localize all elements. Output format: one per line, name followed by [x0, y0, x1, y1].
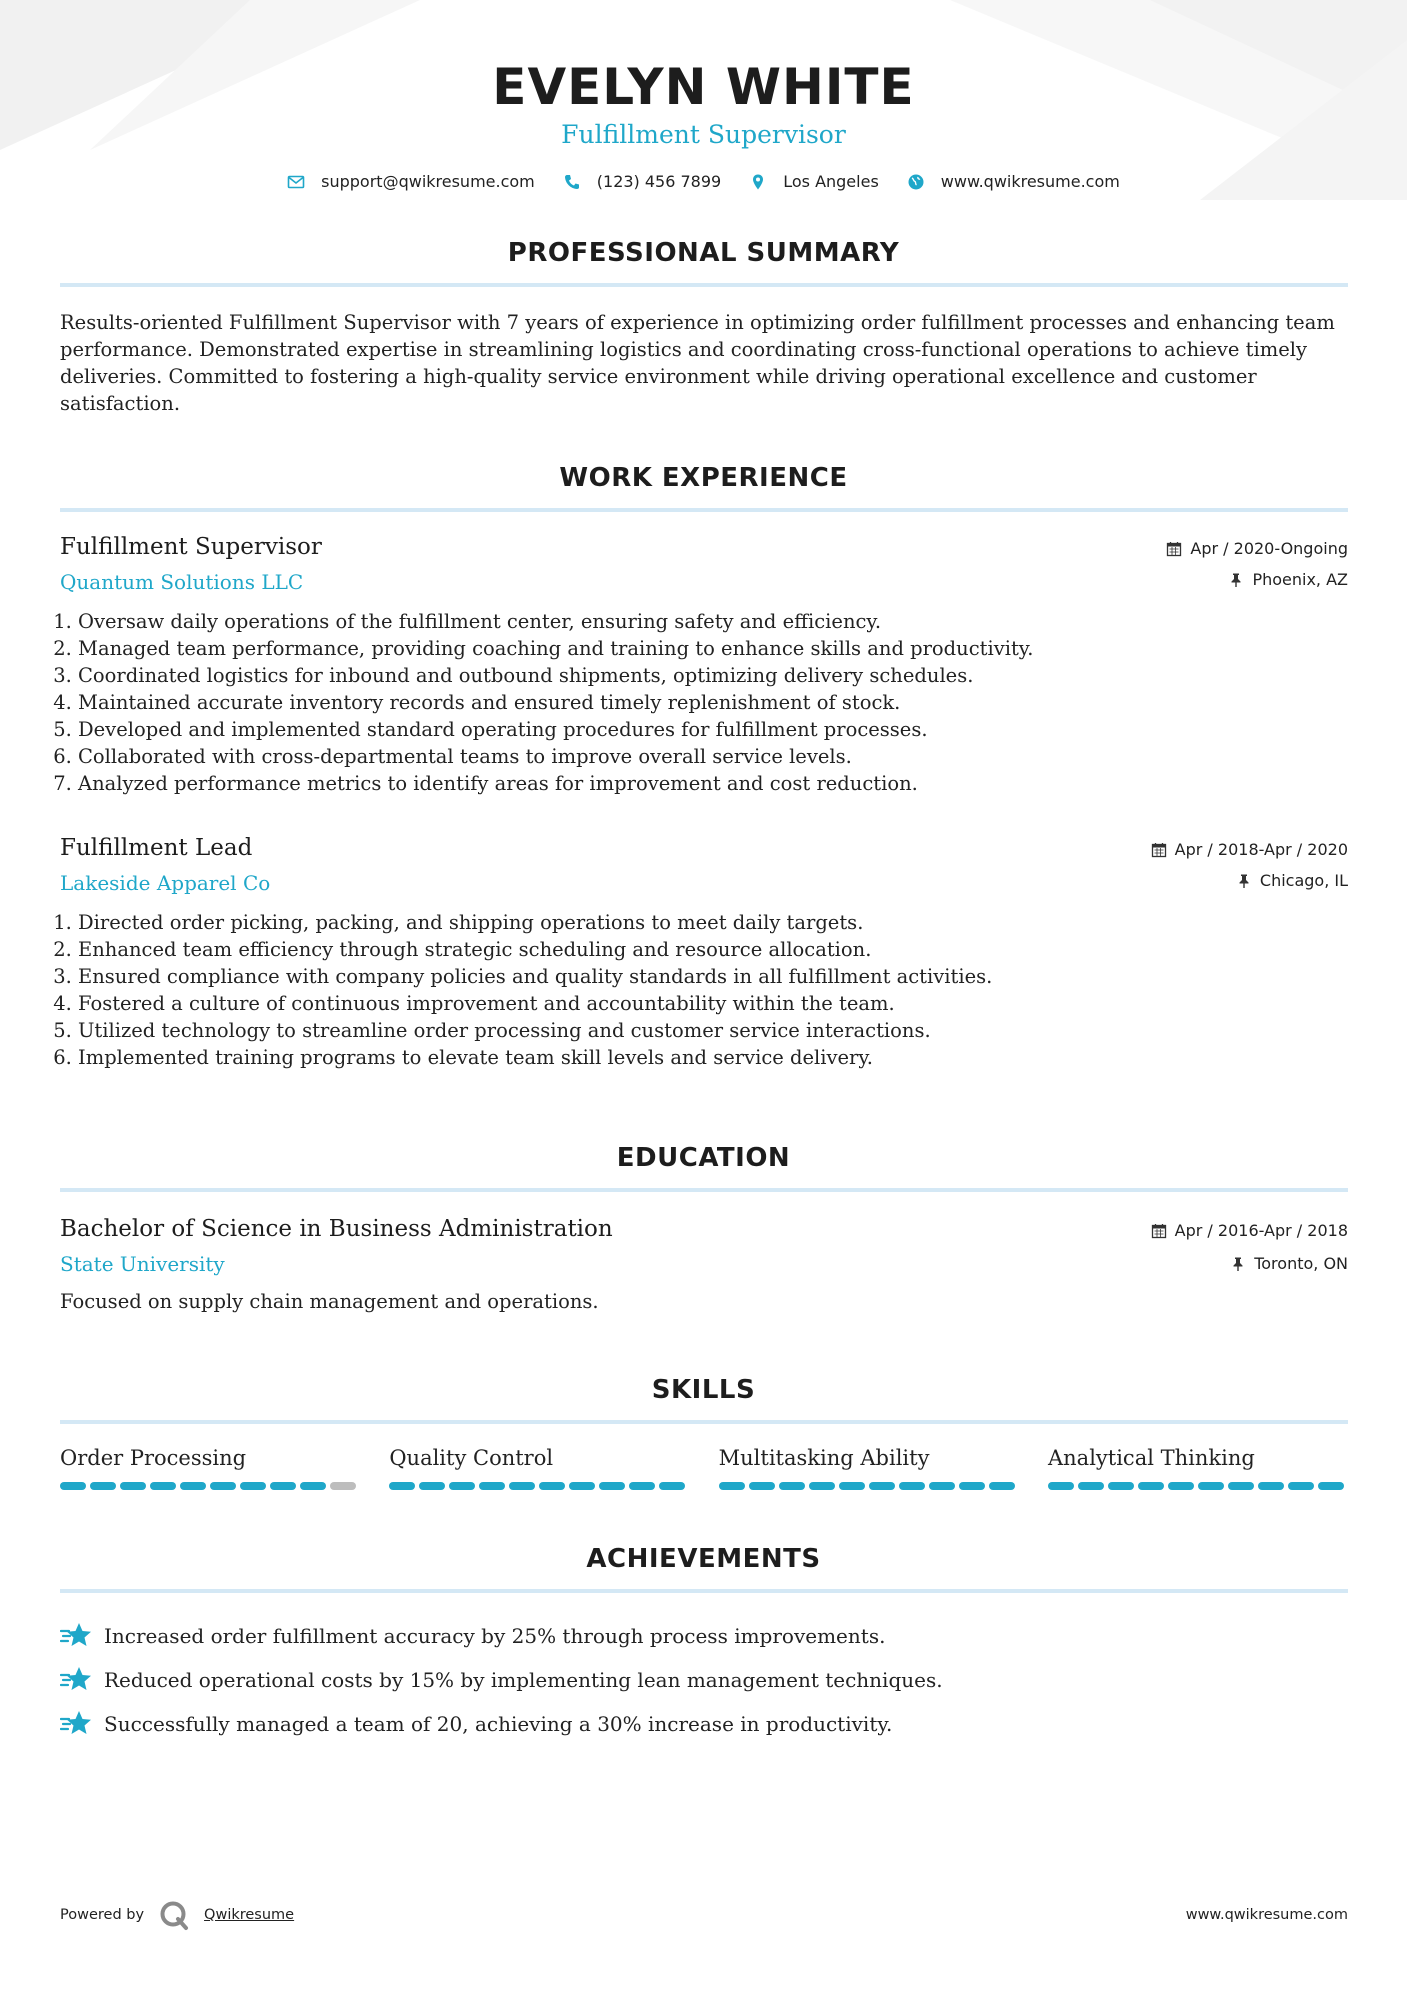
- list-item: 4. Fostered a culture of continuous improvement and accountability within the team.: [78, 990, 1348, 1017]
- job-location: [1236, 871, 1348, 890]
- powered-by-label: Powered by: [60, 1907, 145, 1923]
- skill-segment-filled: [1258, 1482, 1284, 1490]
- skill-segment-filled: [959, 1482, 985, 1490]
- skill-level-bar: [719, 1482, 1019, 1490]
- envelope-icon: [287, 173, 305, 191]
- contact-email-text: support@qwikresume.com: [321, 172, 535, 191]
- pushpin-icon: [1230, 1256, 1246, 1272]
- skill-segment-filled: [929, 1482, 955, 1490]
- skill-segment-filled: [539, 1482, 565, 1490]
- section-divider: [60, 508, 1348, 512]
- list-item: 6. Implemented training programs to elevate team skill levels and service delivery.: [78, 1044, 1348, 1071]
- skill-segment-filled: [120, 1482, 146, 1490]
- skill-name: Quality Control: [389, 1446, 554, 1470]
- list-item: 1. Directed order picking, packing, and shipping operations to meet daily targets.: [78, 909, 1348, 936]
- list-item: 2. Managed team performance, providing coaching and training to enhance skills and productivity.: [78, 635, 1348, 662]
- education-school: State University: [60, 1252, 225, 1276]
- job-location-text: Phoenix, AZ: [1252, 570, 1348, 589]
- professional-summary-text: Results-oriented Fulfillment Supervisor with 7 years of experience in optimizing order fulfillment processes and enhancing team performance. Demonstrated expertise in streamlining logistics and coordinating cross-functional operations to achieve timely deliveries. Committed to fostering a high-quality service environment while driving operational excellence and customer satisfaction.: [60, 311, 1335, 415]
- education-date-text: Apr / 2016-Apr / 2018: [1174, 1221, 1348, 1240]
- list-item: 4. Maintained accurate inventory records and ensured timely replenishment of stock.: [78, 689, 1348, 716]
- education-date: [1151, 1221, 1348, 1240]
- skill-segment-filled: [599, 1482, 625, 1490]
- job-entry: [60, 534, 1348, 797]
- skill-segment-filled: [150, 1482, 176, 1490]
- skill-segment-filled: [809, 1482, 835, 1490]
- job-header: [60, 835, 1348, 897]
- skill-segment-filled: [1318, 1482, 1344, 1490]
- skill-segment-filled: [240, 1482, 266, 1490]
- skill-segment-filled: [779, 1482, 805, 1490]
- job-role: Fulfillment Lead: [60, 835, 253, 861]
- skill-segment-filled: [90, 1482, 116, 1490]
- skill-name: Order Processing: [60, 1446, 247, 1470]
- section-divider: [60, 283, 1348, 287]
- list-item: 5. Utilized technology to streamline order processing and customer service interactions.: [78, 1017, 1348, 1044]
- skill-segment-filled: [479, 1482, 505, 1490]
- job-date-text: Apr / 2020-Ongoing: [1190, 539, 1348, 558]
- skill-level-bar: [389, 1482, 689, 1490]
- skill-segment-empty: [330, 1482, 356, 1490]
- skill-segment-filled: [300, 1482, 326, 1490]
- achievement-item: [60, 1614, 1348, 1658]
- skill-segment-filled: [419, 1482, 445, 1490]
- skill-segment-filled: [1288, 1482, 1314, 1490]
- star-icon: [60, 1621, 92, 1651]
- education-description: Focused on supply chain management and operations.: [60, 1290, 599, 1313]
- list-item: 7. Analyzed performance metrics to identify areas for improvement and cost reduction.: [78, 770, 1348, 797]
- skills-list: [60, 1446, 1348, 1490]
- job-date: [1166, 539, 1348, 558]
- contact-website[interactable]: [907, 172, 1120, 191]
- skill-segment-filled: [509, 1482, 535, 1490]
- skill-item: [60, 1446, 360, 1490]
- contact-location: [749, 172, 879, 191]
- qwikresume-logo-icon: [158, 1899, 190, 1931]
- skill-segment-filled: [1228, 1482, 1254, 1490]
- map-marker-icon: [749, 173, 767, 191]
- skill-segment-filled: [569, 1482, 595, 1490]
- contact-phone[interactable]: [563, 172, 721, 191]
- section-divider: [60, 1589, 1348, 1593]
- calendar-icon: [1151, 1223, 1167, 1239]
- achievement-item: [60, 1702, 1348, 1746]
- section-title-education: EDUCATION: [616, 1143, 791, 1173]
- skill-segment-filled: [1108, 1482, 1134, 1490]
- skill-name: Analytical Thinking: [1047, 1446, 1255, 1470]
- job-location: [1228, 570, 1348, 589]
- list-item: 1. Oversaw daily operations of the fulfillment center, ensuring safety and efficiency.: [78, 608, 1348, 635]
- skill-segment-filled: [659, 1482, 685, 1490]
- education-entry: [60, 1216, 1348, 1313]
- skill-segment-filled: [1048, 1482, 1074, 1490]
- job-date: [1151, 840, 1348, 859]
- contact-website-text: www.qwikresume.com: [940, 172, 1120, 191]
- skill-name: Multitasking Ability: [718, 1446, 930, 1470]
- section-title-summary: PROFESSIONAL SUMMARY: [507, 238, 900, 268]
- pushpin-icon: [1236, 873, 1252, 889]
- contact-bar: [0, 172, 1407, 191]
- calendar-icon: [1151, 842, 1167, 858]
- achievements-list: [60, 1614, 1348, 1746]
- achievement-text: Increased order fulfillment accuracy by 25% through process improvements.: [104, 1624, 886, 1648]
- job-duties-list: [60, 909, 1348, 1071]
- list-item: 6. Collaborated with cross-departmental teams to improve overall service levels.: [78, 743, 1348, 770]
- list-item: 2. Enhanced team efficiency through strategic scheduling and resource allocation.: [78, 936, 1348, 963]
- section-divider: [60, 1420, 1348, 1424]
- achievement-text: Successfully managed a team of 20, achieving a 30% increase in productivity.: [104, 1712, 893, 1736]
- job-duties-list: [60, 608, 1348, 797]
- section-divider: [60, 1188, 1348, 1192]
- skill-segment-filled: [1078, 1482, 1104, 1490]
- calendar-icon: [1166, 541, 1182, 557]
- skill-segment-filled: [1138, 1482, 1164, 1490]
- skill-level-bar: [60, 1482, 360, 1490]
- job-date-text: Apr / 2018-Apr / 2020: [1174, 840, 1348, 859]
- skill-segment-filled: [270, 1482, 296, 1490]
- education-location-text: Toronto, ON: [1254, 1254, 1348, 1273]
- section-title-achievements: ACHIEVEMENTS: [586, 1544, 821, 1574]
- skill-segment-filled: [210, 1482, 236, 1490]
- skill-segment-filled: [60, 1482, 86, 1490]
- list-item: 5. Developed and implemented standard operating procedures for fulfillment processes.: [78, 716, 1348, 743]
- job-location-text: Chicago, IL: [1259, 871, 1348, 890]
- star-icon: [60, 1709, 92, 1739]
- job-company: Lakeside Apparel Co: [60, 871, 271, 895]
- footer-branding: [60, 1899, 294, 1931]
- list-item: 3. Ensured compliance with company policies and quality standards in all fulfillment activities.: [78, 963, 1348, 990]
- page-footer: [60, 1897, 1348, 1933]
- skill-segment-filled: [989, 1482, 1015, 1490]
- contact-email[interactable]: [287, 172, 535, 191]
- achievement-item: [60, 1658, 1348, 1702]
- achievement-text: Reduced operational costs by 15% by implementing lean management techniques.: [104, 1668, 943, 1692]
- job-header: [60, 534, 1348, 596]
- skill-item: [1048, 1446, 1348, 1490]
- brand-link[interactable]: Qwikresume: [204, 1907, 295, 1923]
- skill-segment-filled: [869, 1482, 895, 1490]
- skill-segment-filled: [1198, 1482, 1224, 1490]
- star-icon: [60, 1665, 92, 1695]
- education-degree: Bachelor of Science in Business Administration: [60, 1216, 613, 1242]
- skill-level-bar: [1048, 1482, 1348, 1490]
- list-item: 3. Coordinated logistics for inbound and outbound shipments, optimizing delivery schedules.: [78, 662, 1348, 689]
- skill-segment-filled: [899, 1482, 925, 1490]
- education-location: [1230, 1254, 1348, 1273]
- job-company: Quantum Solutions LLC: [60, 570, 304, 594]
- contact-phone-text: (123) 456 7899: [596, 172, 722, 191]
- candidate-title: Fulfillment Supervisor: [561, 120, 846, 149]
- skill-item: [719, 1446, 1019, 1490]
- skill-segment-filled: [389, 1482, 415, 1490]
- job-role: Fulfillment Supervisor: [60, 534, 322, 560]
- candidate-name: EVELYN WHITE: [492, 58, 915, 116]
- skill-segment-filled: [449, 1482, 475, 1490]
- globe-icon: [907, 173, 925, 191]
- phone-icon: [563, 173, 581, 191]
- skill-segment-filled: [749, 1482, 775, 1490]
- job-entry: [60, 835, 1348, 1071]
- skill-segment-filled: [1168, 1482, 1194, 1490]
- section-title-experience: WORK EXPERIENCE: [559, 463, 848, 493]
- section-title-skills: SKILLS: [651, 1375, 756, 1405]
- skill-item: [389, 1446, 689, 1490]
- education-header: [60, 1216, 1348, 1278]
- skill-segment-filled: [839, 1482, 865, 1490]
- skill-segment-filled: [629, 1482, 655, 1490]
- contact-location-text: Los Angeles: [783, 172, 879, 191]
- pushpin-icon: [1228, 572, 1244, 588]
- skill-segment-filled: [180, 1482, 206, 1490]
- footer-website-link[interactable]: www.qwikresume.com: [1185, 1907, 1348, 1923]
- skill-segment-filled: [719, 1482, 745, 1490]
